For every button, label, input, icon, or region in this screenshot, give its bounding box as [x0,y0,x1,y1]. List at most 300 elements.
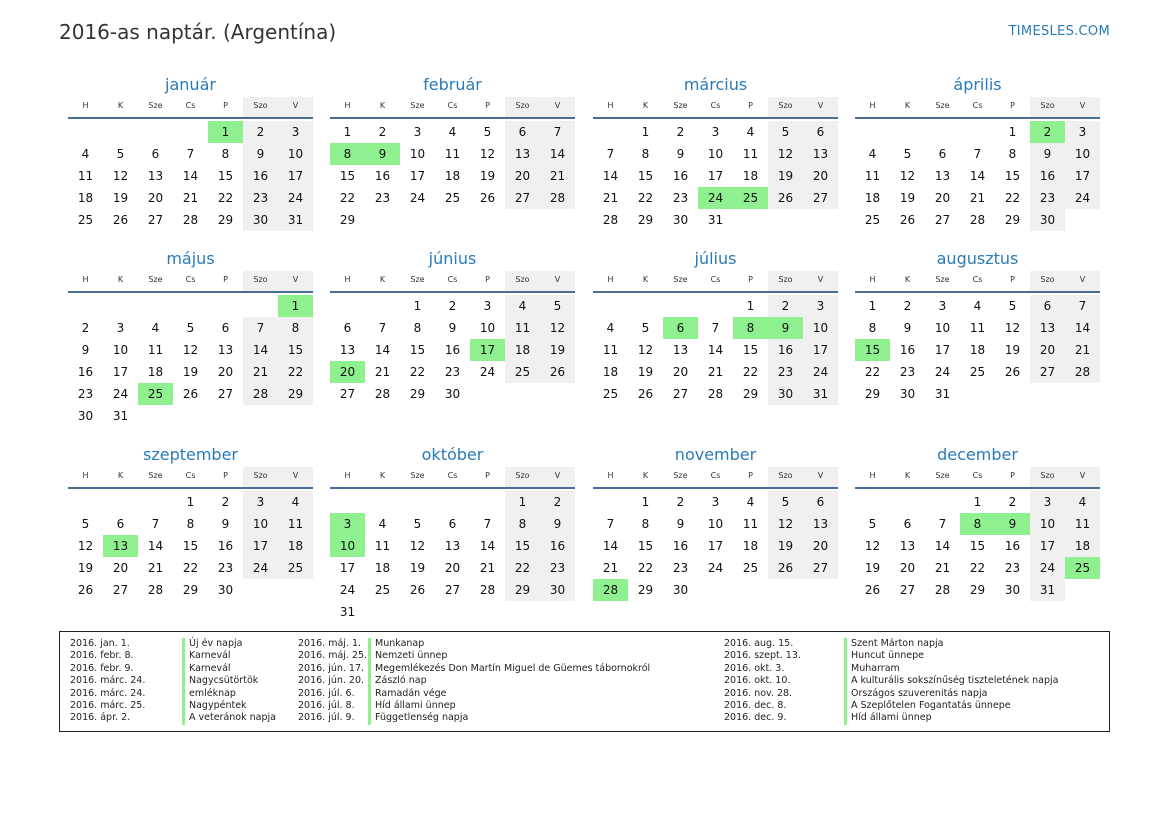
legend-date: 2016. szept. 13. [724,650,801,662]
day-cell: 21 [147,561,164,575]
legend-holiday-name: Új év napja [182,638,242,650]
day-cell: 23 [243,187,278,209]
weekday-label: Szo [1030,467,1065,487]
day-cell: 27 [934,213,951,227]
day-cell: 18 [147,365,164,379]
legend-row [70,650,276,662]
day-cell: 26 [637,387,654,401]
weekday-label: Sze [673,275,688,284]
day-cell: 1 [1008,125,1017,139]
legend-row [724,675,1058,687]
day-cell: 24 [112,387,129,401]
day-cell: 6 [343,321,352,335]
empty-cell [173,121,208,143]
day-cell: 30 [672,213,689,227]
weekday-label: Sze [673,101,688,110]
day-cell: 30 [1030,209,1065,231]
day-cell: 7 [973,147,982,161]
legend-row [298,675,650,687]
day-cell: 29 [742,387,759,401]
day-cell: 21 [969,191,986,205]
day-cell: 1 [505,491,540,513]
legend-row [724,688,1058,700]
month-name: január [165,75,216,94]
legend-holiday-name: A Szeplőtelen Fogantatás ünnepe [844,700,1011,712]
empty-cell [855,121,890,143]
day-cell: 26 [768,187,803,209]
day-cell: 8 [868,321,877,335]
day-cell: 17 [1030,535,1065,557]
empty-cell [68,295,103,317]
weekday-label: V [1065,97,1100,117]
day-cell: 2 [378,125,387,139]
empty-cell [890,491,925,513]
legend-date: 2016. nov. 28. [724,687,793,699]
empty-cell [365,491,400,513]
day-cell: 16 [672,539,689,553]
day-cell: 19 [479,169,496,183]
day-cell: 3 [278,121,313,143]
day-cell: 6 [116,517,125,531]
legend-row [724,650,1058,662]
day-cell: 22 [182,561,199,575]
day-cell: 12 [1004,321,1021,335]
legend-row [298,650,650,662]
weekday-label: P [748,275,753,284]
day-cell: 28 [969,213,986,227]
day-cell: 5 [413,517,422,531]
day-cell: 20 [803,165,838,187]
day-cell: 31 [1030,579,1065,601]
weekday-label: Szo [768,271,803,291]
weekday-header [330,97,575,119]
day-cell: 15 [505,535,540,557]
day-cell: 15 [278,339,313,361]
legend-row [298,688,650,700]
month-name: augusztus [936,249,1019,268]
day-grid [68,121,313,231]
weekday-header [593,271,838,293]
day-cell: 29 [278,383,313,405]
legend-row [298,700,650,712]
legend-holiday-name: emléknap [182,688,236,700]
day-cell: 26 [112,213,129,227]
day-cell: 28 [540,187,575,209]
weekday-label: Szo [243,467,278,487]
month-április [855,73,1100,231]
day-cell: 11 [444,147,461,161]
day-cell: 23 [444,365,461,379]
day-cell: 5 [116,147,125,161]
empty-cell [435,491,470,513]
day-cell: 23 [1030,187,1065,209]
legend-row [298,638,650,650]
weekday-label: H [607,101,614,110]
legend-row [724,712,1058,724]
empty-cell [960,121,995,143]
weekday-label: P [223,275,228,284]
weekday-label: Szo [505,467,540,487]
legend-holiday-name: Ramadán vége [368,688,447,700]
day-cell: 19 [637,365,654,379]
weekday-label: P [748,101,753,110]
day-cell: 10 [112,343,129,357]
day-cell: 16 [1030,165,1065,187]
day-cell: 20 [899,561,916,575]
legend-holiday-name: Híd állami ünnep [368,700,456,712]
day-cell: 4 [746,125,755,139]
day-cell: 27 [339,387,356,401]
weekday-label: V [803,271,838,291]
legend-holiday-name: Híd állami ünnep [844,712,932,724]
day-cell: 16 [540,535,575,557]
day-cell: 12 [479,147,496,161]
day-cell: 18 [864,191,881,205]
legend-row [724,663,1058,675]
day-cell: 21 [540,165,575,187]
weekday-label: Cs [972,471,983,480]
day-cell: 19 [409,561,426,575]
empty-cell [925,491,960,513]
legend-holiday-name: Nemzeti ünnep [368,650,447,662]
day-grid [593,491,838,601]
day-cell: 15 [637,539,654,553]
day-cell: 26 [768,557,803,579]
month-name: március [683,75,748,94]
day-cell: 30 [444,387,461,401]
day-cell: 5 [641,321,650,335]
day-cell: 1 [973,495,982,509]
day-cell: 2 [243,121,278,143]
day-cell: 23 [1004,561,1021,575]
day-grid [330,491,575,623]
day-cell: 8 [505,513,540,535]
day-cell: 11 [77,169,94,183]
day-cell: 29 [339,213,356,227]
legend-row [70,688,276,700]
legend-row [298,663,650,675]
legend-date: 2016. ápr. 2. [70,712,131,724]
weekday-label: K [379,471,386,480]
day-grid [855,491,1100,601]
day-cell: 7 [938,517,947,531]
weekday-label: P [1010,275,1015,284]
weekday-label: Szo [243,97,278,117]
day-cell: 10 [707,147,724,161]
weekday-label: K [379,275,386,284]
empty-cell [103,491,138,513]
day-cell: 23 [672,191,689,205]
day-cell: 9 [676,147,685,161]
day-cell: 19 [864,561,881,575]
day-cell: 11 [505,317,540,339]
day-cell: 25 [374,583,391,597]
day-cell: 21 [602,561,619,575]
legend-holiday-name: Megemlékezés Don Martín Miguel de Güemes tábornokról [368,663,650,675]
day-cell: 25 [444,191,461,205]
day-cell: 28 [1065,361,1100,383]
empty-cell [925,121,960,143]
weekday-label: Cs [447,275,458,284]
day-cell: 16 [374,169,391,183]
empty-cell [68,121,103,143]
weekday-label: Sze [935,471,950,480]
weekday-label: P [1010,471,1015,480]
month-name: május [166,249,215,268]
brand-link[interactable]: TIMESLES.COM [1008,24,1110,39]
day-cell: 5 [483,125,492,139]
day-cell: 31 [707,213,724,227]
day-cell: 22 [217,191,234,205]
day-cell: 26 [864,583,881,597]
legend-row [70,675,276,687]
legend-date: 2016. febr. 9. [70,662,134,674]
legend-date: 2016. jan. 1. [70,638,130,649]
day-cell: 20 [112,561,129,575]
weekday-label: Cs [185,101,196,110]
day-cell: 4 [1065,491,1100,513]
day-cell: 24 [243,557,278,579]
day-cell: 8 [641,147,650,161]
day-cell: 29 [1004,213,1021,227]
day-cell: 18 [1065,535,1100,557]
day-cell: 15 [217,169,234,183]
weekday-label: H [82,101,89,110]
day-cell: 19 [1004,343,1021,357]
day-cell: 19 [768,535,803,557]
day-cell: 5 [81,517,90,531]
day-cell: 16 [1004,539,1021,553]
weekday-label: K [379,101,386,110]
weekday-label: V [540,467,575,487]
weekday-label: Cs [972,275,983,284]
holiday-cell: 10 [330,535,365,557]
day-cell: 21 [707,365,724,379]
day-cell: 7 [711,321,720,335]
day-cell: 13 [505,143,540,165]
day-cell: 9 [676,517,685,531]
weekday-label: Sze [148,101,163,110]
day-cell: 23 [899,365,916,379]
day-cell: 20 [803,535,838,557]
day-cell: 29 [969,583,986,597]
day-cell: 22 [1004,191,1021,205]
month-name: április [953,75,1002,94]
weekday-label: Cs [710,275,721,284]
month-március [593,73,838,231]
day-cell: 2 [540,491,575,513]
weekday-label: P [223,471,228,480]
day-cell: 22 [969,561,986,575]
weekday-header [855,467,1100,489]
day-cell: 5 [903,147,912,161]
weekday-label: V [278,97,313,117]
weekday-header [855,97,1100,119]
holiday-cell: 9 [995,513,1030,535]
day-cell: 21 [1065,339,1100,361]
day-cell: 14 [1065,317,1100,339]
day-cell: 4 [378,517,387,531]
day-cell: 27 [803,187,838,209]
day-cell: 13 [339,343,356,357]
month-június [330,247,575,405]
day-cell: 3 [116,321,125,335]
empty-cell [470,491,505,513]
empty-cell [208,295,243,317]
day-cell: 9 [540,513,575,535]
day-cell: 6 [448,517,457,531]
day-cell: 14 [182,169,199,183]
day-cell: 20 [505,165,540,187]
day-cell: 20 [1030,339,1065,361]
weekday-label: K [904,101,911,110]
empty-cell [855,491,890,513]
day-cell: 20 [934,191,951,205]
day-cell: 30 [540,579,575,601]
day-cell: 27 [899,583,916,597]
day-cell: 22 [864,365,881,379]
day-cell: 13 [803,513,838,535]
holiday-cell: 20 [330,361,365,383]
legend-row [724,638,1058,650]
day-cell: 17 [112,365,129,379]
day-cell: 8 [221,147,230,161]
empty-cell [400,491,435,513]
day-cell: 16 [217,539,234,553]
day-cell: 1 [186,495,195,509]
empty-cell [593,121,628,143]
day-cell: 8 [1008,147,1017,161]
day-cell: 1 [641,495,650,509]
day-cell: 17 [278,165,313,187]
day-cell: 10 [1030,513,1065,535]
day-cell: 10 [803,317,838,339]
weekday-label: Sze [935,101,950,110]
weekday-label: Szo [768,467,803,487]
day-cell: 3 [711,125,720,139]
weekday-header [68,271,313,293]
weekday-header [68,467,313,489]
day-cell: 10 [1065,143,1100,165]
month-name: június [428,249,477,268]
day-cell: 11 [864,169,881,183]
legend-column-3 [724,638,1058,725]
day-cell: 14 [479,539,496,553]
day-grid [593,295,838,405]
day-cell: 21 [243,361,278,383]
empty-cell [138,491,173,513]
weekday-label: Szo [243,271,278,291]
weekday-label: Sze [410,101,425,110]
day-cell: 16 [672,169,689,183]
weekday-label: Sze [673,471,688,480]
legend-date: 2016. júl. 9. [298,712,355,724]
day-cell: 18 [278,535,313,557]
day-cell: 12 [182,343,199,357]
day-cell: 22 [742,365,759,379]
weekday-label: Cs [972,101,983,110]
day-cell: 24 [803,361,838,383]
day-cell: 11 [742,517,759,531]
day-cell: 20 [672,365,689,379]
day-cell: 17 [339,561,356,575]
day-cell: 30 [77,409,94,423]
empty-cell [138,121,173,143]
holiday-cell: 13 [103,535,138,557]
day-cell: 24 [1030,557,1065,579]
day-cell: 26 [899,213,916,227]
day-cell: 18 [742,539,759,553]
legend-row [70,700,276,712]
legend-holiday-name: Szent Márton napja [844,638,943,650]
holiday-cell: 25 [733,187,768,209]
day-cell: 28 [707,387,724,401]
day-cell: 19 [77,561,94,575]
day-cell: 2 [676,495,685,509]
legend-row [70,638,276,650]
day-cell: 19 [182,365,199,379]
day-cell: 27 [147,213,164,227]
day-cell: 12 [112,169,129,183]
day-cell: 11 [374,539,391,553]
day-cell: 2 [448,299,457,313]
weekday-label: H [82,275,89,284]
day-cell: 8 [641,517,650,531]
month-augusztus [855,247,1100,405]
day-cell: 17 [934,343,951,357]
day-cell: 16 [77,365,94,379]
day-cell: 13 [444,539,461,553]
day-cell: 7 [540,121,575,143]
weekday-label: P [485,471,490,480]
day-cell: 7 [378,321,387,335]
legend-date: 2016. máj. 1. [298,638,362,649]
day-cell: 3 [711,495,720,509]
legend-holiday-name: Munkanap [368,638,424,650]
day-cell: 16 [243,165,278,187]
holiday-cell: 1 [278,295,313,317]
day-cell: 29 [217,213,234,227]
day-cell: 10 [934,321,951,335]
day-cell: 27 [112,583,129,597]
legend-holiday-name: Muharram [844,663,900,675]
day-cell: 1 [413,299,422,313]
day-cell: 6 [1030,295,1065,317]
day-cell: 5 [768,491,803,513]
legend-holiday-name: Országos szuverenitás napja [844,688,987,700]
legend-date: 2016. jún. 17. [298,662,365,674]
day-cell: 25 [602,387,619,401]
weekday-label: P [485,275,490,284]
day-cell: 27 [1030,361,1065,383]
day-cell: 6 [803,491,838,513]
day-cell: 18 [77,191,94,205]
day-cell: 6 [938,147,947,161]
weekday-label: V [803,97,838,117]
day-cell: 30 [672,583,689,597]
day-cell: 9 [221,517,230,531]
legend-date: 2016. márc. 24. [70,687,146,699]
day-cell: 24 [278,187,313,209]
day-cell: 11 [602,343,619,357]
holiday-cell: 2 [1030,121,1065,143]
day-cell: 27 [803,557,838,579]
day-grid [593,121,838,231]
day-cell: 21 [934,561,951,575]
weekday-label: P [485,101,490,110]
day-cell: 5 [768,121,803,143]
holiday-legend [59,631,1110,732]
